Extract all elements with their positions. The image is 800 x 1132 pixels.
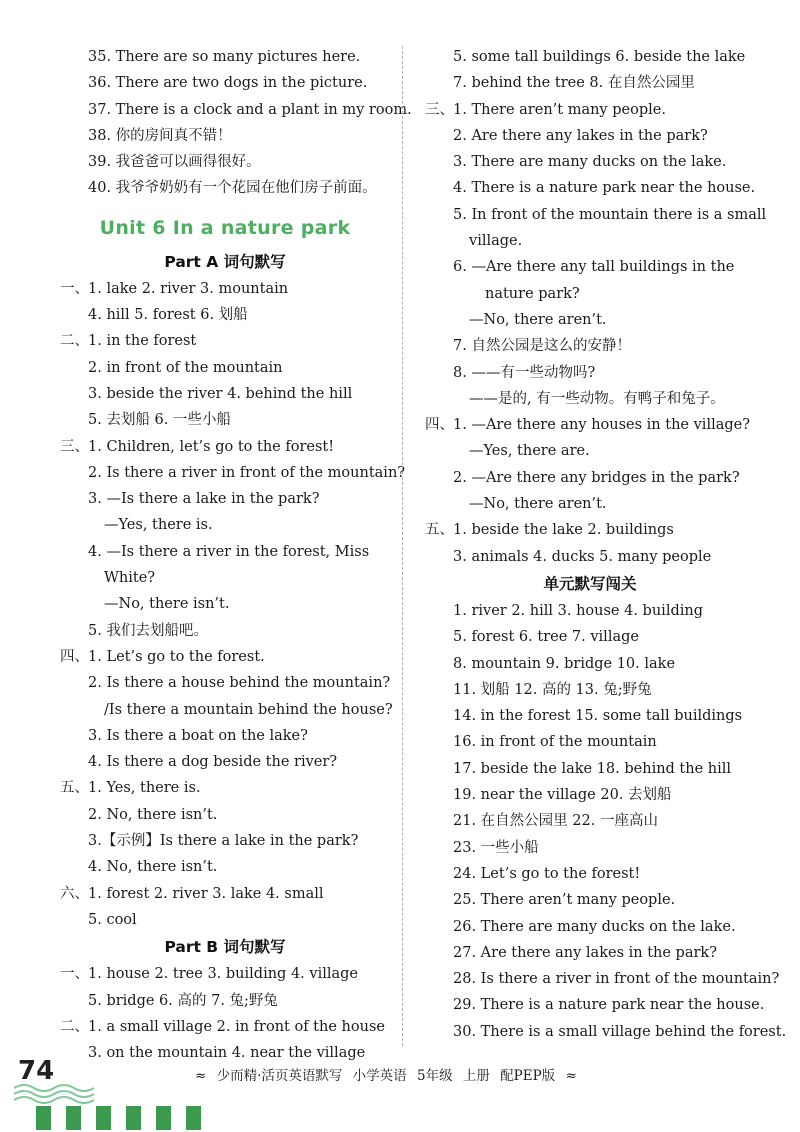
answer-line [425,307,755,333]
answer-line [425,544,755,570]
answer-line [425,992,765,1018]
answer-text: 27. Are there any lakes in the park? [453,944,717,961]
answer-line [60,486,390,512]
answer-line [60,276,390,302]
section-marker: 二、 [60,1018,89,1035]
section-marker: 五、 [425,522,454,539]
answer-line [425,254,755,280]
answer-text: 24. Let’s go to the forest! [453,865,641,882]
answer-line [60,854,390,880]
answer-line [60,328,390,354]
answer-line [425,438,755,464]
answer-line [425,729,755,755]
answer-line [425,517,755,543]
answer-text: 11. 划船 12. 高的 13. 兔;野兔 [453,681,652,698]
answer-line [60,828,390,854]
answer-line [425,175,755,201]
answer-text: 7. 自然公园是这么的安静！ [453,338,631,355]
section-marker: 三、 [60,438,89,455]
answer-line [425,940,755,966]
answer-line [60,775,390,801]
answer-text: 1. There aren’t many people. [453,101,666,118]
answer-line [60,618,390,644]
answer-line [425,123,755,149]
section-marker: 六、 [60,885,89,902]
answer-text: 36. There are two dogs in the picture. [88,75,368,92]
page-footer [0,1052,800,1132]
answer-text: 2. Are there any lakes in the park? [453,127,708,144]
answer-line [425,598,755,624]
answer-line [425,782,755,808]
answer-line [425,966,780,992]
answer-text: 17. beside the lake 18. behind the hill [453,760,732,777]
answer-line [425,651,755,677]
section-marker: 二、 [60,333,89,350]
answer-line [60,881,390,907]
answer-line [60,1014,390,1040]
answer-text: 16. in front of the mountain [453,734,657,751]
answer-line [60,381,390,407]
answer-text: 29. There is a nature park near the house. [453,997,765,1014]
answer-line [60,539,390,565]
answer-line [60,988,390,1014]
answer-text: 1. Children, let’s go to the forest! [88,438,335,455]
answer-text: 4. There is a nature park near the house. [453,180,756,197]
answer-text: 5. 我们去划船吧。 [88,622,208,639]
answer-text: —No, there aren’t. [469,496,607,513]
answer-line [425,624,755,650]
answer-line [425,360,755,386]
answer-line [60,749,390,775]
answer-text: 2. Is there a river in front of the mountain? [88,464,406,481]
answer-text: 1. Yes, there is. [88,780,201,797]
unit-heading: Unit 6 In a nature park [99,216,351,239]
answer-line [425,70,755,96]
answer-line [425,333,755,359]
answer-text: 2. No, there isn’t. [88,806,218,823]
answer-text: 5. In front of the mountain there is a small [453,206,767,223]
answer-line [425,1019,787,1045]
answer-text: 8. mountain 9. bridge 10. lake [453,655,676,672]
answer-text: 4. Is there a dog beside the river? [88,754,338,771]
stripe-block [126,1106,141,1130]
answer-text: 35. There are so many pictures here. [88,49,361,65]
answer-line [425,491,755,517]
answer-text: 30. There is a small village behind the forest. [453,1023,787,1040]
answer-text: 5. some tall buildings 6. beside the lake [453,49,746,65]
answer-line [60,302,390,328]
answer-line [60,355,390,381]
section-heading: 单元默写闯关 [543,574,637,593]
answer-line [60,591,390,617]
stripe-block [36,1106,51,1130]
answer-line [60,723,390,749]
answer-text: /Is there a mountain behind the house? [104,701,393,718]
section-marker: 一、 [60,280,89,297]
answer-text: —Yes, there are. [469,443,590,460]
answer-text: 3. animals 4. ducks 5. many people [453,548,712,565]
answer-line [60,149,390,175]
answer-text: 8. ——有一些动物吗? [453,364,596,381]
column-divider [402,46,403,1046]
section-heading: Part B 词句默写 [164,938,286,957]
answer-text: 1. in the forest [88,333,197,350]
stripe-block [156,1106,171,1130]
answer-line [60,697,393,723]
left-column [60,44,412,1066]
answer-line [425,756,755,782]
answer-line [425,887,755,913]
answer-line [60,44,390,70]
answer-text: 2. Is there a house behind the mountain? [88,675,391,692]
answer-text: ——是的, 有一些动物。有鸭子和兔子。 [469,390,725,407]
answer-line [425,808,755,834]
answer-text: 3. beside the river 4. behind the hill [88,385,353,402]
answer-text: 1. forest 2. river 3. lake 4. small [88,885,324,902]
answer-text: 40. 我爷爷奶奶有一个花园在他们房子前面。 [88,180,377,197]
answer-text: 1. beside the lake 2. buildings [453,522,674,539]
answer-text: 3. Is there a boat on the lake? [88,727,308,744]
section-marker: 四、 [60,648,89,665]
answer-line [425,861,755,887]
stripe-block [96,1106,111,1130]
answer-line [60,907,390,933]
answer-line [60,175,390,201]
answer-line [425,149,755,175]
answer-line [425,465,755,491]
answer-text: 37. There is a clock and a plant in my room. [88,101,412,118]
answer-line [60,670,390,696]
answer-text: 26. There are many ducks on the lake. [453,918,736,935]
answer-line [425,386,755,412]
answer-text: 1. river 2. hill 3. house 4. building [453,602,703,619]
right-column [425,44,787,1045]
answer-line [425,44,755,70]
answer-text: 3. —Is there a lake in the park? [88,491,320,508]
answer-line [60,97,412,123]
stripe-block [66,1106,81,1130]
answer-text: 7. behind the tree 8. 在自然公园里 [453,75,695,92]
answer-text: 19. near the village 20. 去划船 [453,787,672,804]
section-heading: Part A 词句默写 [164,252,286,271]
answer-line [425,914,755,940]
answer-text: 3.【示例】Is there a lake in the park? [88,833,359,850]
stripe-block [186,1106,201,1130]
answer-text: 3. on the mountain 4. near the village [88,1045,366,1062]
answer-text: 5. forest 6. tree 7. village [453,629,639,646]
answer-line [60,802,390,828]
answer-text: 23. 一些小船 [453,839,539,856]
answer-text: 3. There are many ducks on the lake. [453,154,727,171]
answer-text: 28. Is there a river in front of the mountain? [453,971,780,988]
answer-text: 39. 我爸爸可以画得很好。 [88,154,261,171]
answer-line [425,97,755,123]
answer-line [425,228,755,254]
answer-text: 1. house 2. tree 3. building 4. village [88,966,358,983]
answer-line [60,565,390,591]
answer-text: 21. 在自然公园里 22. 一座高山 [453,813,658,830]
answer-text: 25. There aren’t many people. [453,892,676,909]
answer-line [60,434,390,460]
answer-line [60,70,390,96]
answer-line [60,961,390,987]
answer-text: 4. No, there isn’t. [88,859,218,876]
answer-text: —Yes, there is. [104,517,213,534]
answer-text: 6. —Are there any tall buildings in the [453,259,735,276]
page-number: 74 [18,1056,55,1086]
answer-line [60,512,390,538]
answer-text: 5. cool [88,911,137,928]
answer-text: —No, there isn’t. [104,596,230,613]
answer-text: 1. lake 2. river 3. mountain [88,280,289,297]
answer-text: —No, there aren’t. [469,311,607,328]
answer-text: 4. —Is there a river in the forest, Miss [88,543,370,560]
answer-text: 1. —Are there any houses in the village? [453,417,750,434]
answer-line [425,703,755,729]
answer-line [425,281,755,307]
answer-text: village. [469,233,523,250]
footer-book-title: ≈ 少而精·活页英语默写 小学英语 5年级 上册 配PEP版 ≈ [195,1068,577,1084]
section-marker: 三、 [425,101,454,118]
answer-text: 5. bridge 6. 高的 7. 兔;野兔 [88,992,278,1009]
answer-line [425,677,755,703]
answer-line [60,644,390,670]
answer-line [60,407,390,433]
answer-text: 14. in the forest 15. some tall buildings [453,708,743,725]
section-marker: 四、 [425,417,454,434]
answer-text: 4. hill 5. forest 6. 划船 [88,307,248,324]
answer-text: 5. 去划船 6. 一些小船 [88,412,231,429]
answer-text: 2. —Are there any bridges in the park? [453,469,740,486]
answer-line [425,835,755,861]
answer-text: nature park? [485,285,580,302]
wave-decoration-icon [14,1082,104,1104]
section-marker: 五、 [60,780,89,797]
answer-text: 2. in front of the mountain [88,359,283,376]
section-marker: 一、 [60,966,89,983]
answer-line [425,412,755,438]
answer-text: 1. Let’s go to the forest. [88,648,265,665]
answer-text: 1. a small village 2. in front of the house [88,1018,385,1035]
answer-line [425,202,767,228]
answer-line [60,123,390,149]
answer-text: 38. 你的房间真不错！ [88,127,232,144]
answer-line [60,460,406,486]
answer-text: White? [104,570,156,587]
